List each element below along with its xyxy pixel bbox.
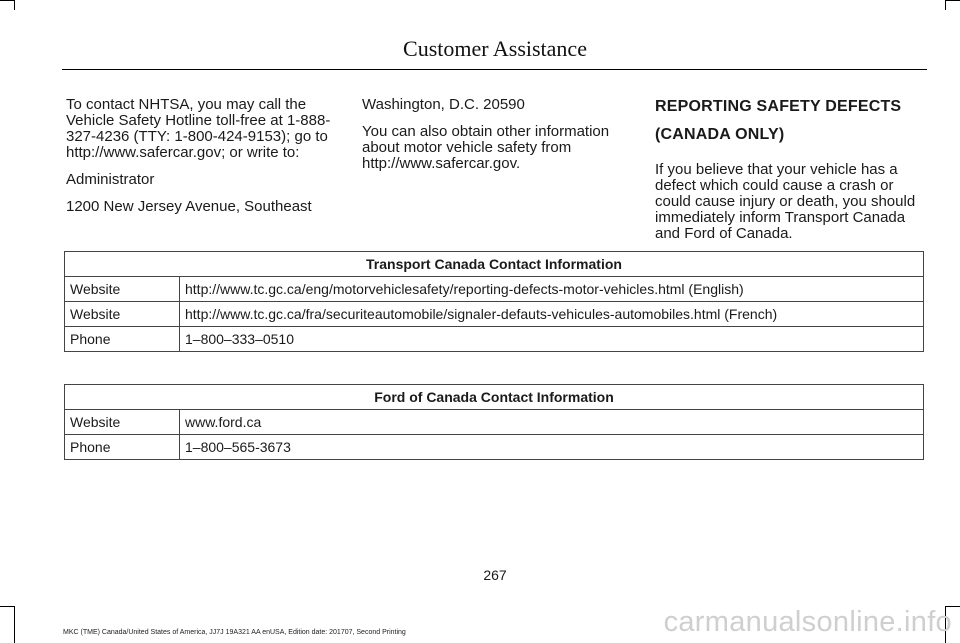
table-row <box>65 435 924 460</box>
table-header-row <box>65 252 924 277</box>
table-header-row <box>65 385 924 410</box>
column-3 <box>655 97 930 253</box>
nhtsa-contact-paragraph: To contact NHTSA, you may call the Vehicle Safety Hotline toll-free at 1-888-327-4236 (TTY: 1-800-424-9153); go to http://www.safercar.gov; or write to: <box>66 96 331 161</box>
row-label: Phone <box>65 327 180 352</box>
row-value: www.ford.ca <box>180 410 924 435</box>
column-1 <box>66 97 341 226</box>
ford-canada-table <box>64 384 924 460</box>
crop-mark <box>14 606 15 643</box>
table-title: Ford of Canada Contact Information <box>65 385 924 410</box>
defect-report-paragraph: If you believe that your vehicle has a defect which could cause a crash or could cause injury or death, you should immediately inform Transport Canada and Ford of Canada. <box>655 161 916 242</box>
row-label: Website <box>65 302 180 327</box>
transport-canada-table <box>64 251 924 352</box>
header-divider <box>62 69 927 70</box>
section-heading-line-2: (CANADA ONLY) <box>655 126 785 143</box>
column-2 <box>362 97 632 183</box>
city-line: Washington, D.C. 20590 <box>362 96 525 113</box>
table-row <box>65 410 924 435</box>
row-value: 1–800–333–0510 <box>180 327 924 352</box>
row-label: Website <box>65 410 180 435</box>
table-row <box>65 277 924 302</box>
watermark: carmanualsonline.info <box>663 606 952 638</box>
crop-mark <box>945 0 960 1</box>
edition-note: MKC (TME) Canada/United States of America, JJ7J 19A321 AA enUSA, Edition date: 201707, Second Printing <box>63 629 406 636</box>
row-value: http://www.tc.gc.ca/eng/motorvehiclesafety/reporting-defects-motor-vehicles.html (English) <box>180 277 924 302</box>
row-label: Website <box>65 277 180 302</box>
table-row <box>65 302 924 327</box>
more-info-paragraph: You can also obtain other information about motor vehicle safety from http://www.safercar.gov. <box>362 123 610 172</box>
page-number: 267 <box>483 567 507 583</box>
section-heading-line-1: REPORTING SAFETY DEFECTS <box>655 98 902 115</box>
page-title: Customer Assistance <box>403 36 587 61</box>
row-label: Phone <box>65 435 180 460</box>
address-line: 1200 New Jersey Avenue, Southeast <box>66 198 312 215</box>
crop-mark <box>0 606 15 607</box>
table-row <box>65 327 924 352</box>
administrator-line: Administrator <box>66 171 155 188</box>
crop-mark <box>14 0 15 10</box>
crop-mark <box>945 0 946 10</box>
crop-mark <box>0 0 15 1</box>
row-value: http://www.tc.gc.ca/fra/securiteautomobile/signaler-defauts-vehicules-automobiles.html (French) <box>180 302 924 327</box>
table-title: Transport Canada Contact Information <box>65 252 924 277</box>
row-value: 1–800–565-3673 <box>180 435 924 460</box>
